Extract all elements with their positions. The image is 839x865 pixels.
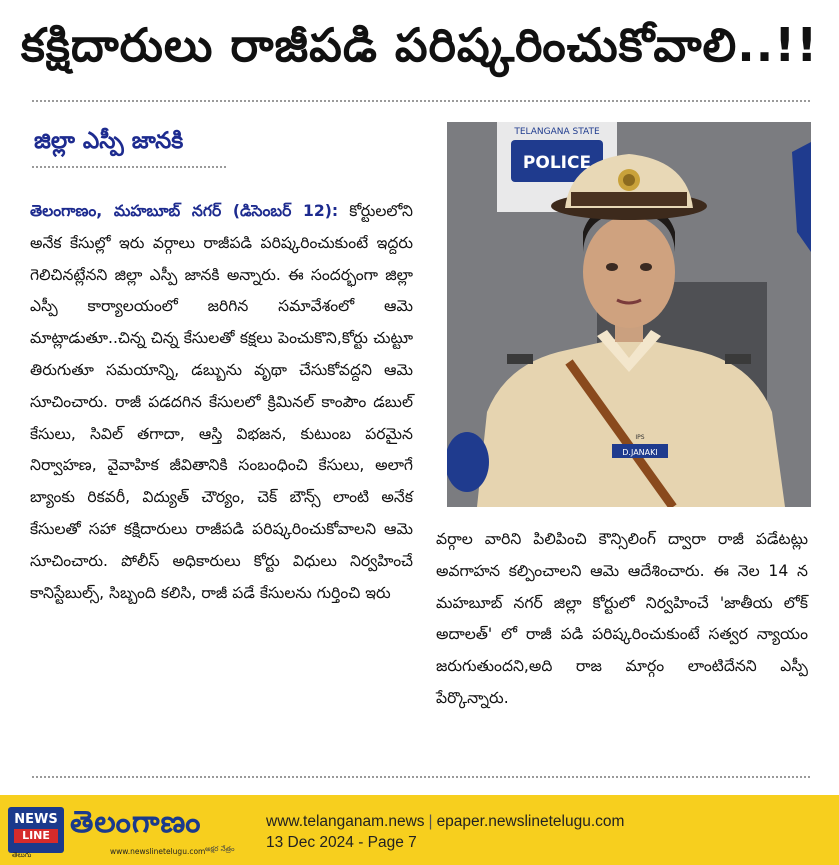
newsline-logo	[8, 807, 64, 853]
police-sign-line1: TELANGANA STATE	[514, 127, 600, 137]
logo-line-text: LINE	[14, 829, 58, 843]
logo-news-text: NEWS	[14, 812, 58, 827]
article-subhead: జిల్లా ఎస్పీ జానకి	[34, 128, 184, 154]
logo-subtitle: తెలుగు	[12, 851, 32, 859]
article-body-left: కోర్టులలోని అనేక కేసుల్లో ఇరు వర్గాలు రాజీపడి పరిష్కరించుకుంటే ఇద్దరు గెలిచినట్లేనని జిల్లా ఎస్పీ జానకి అన్నారు. ఈ సందర్భంగా జిల్లా ఎస్పీ కార్యాలయంలో జరిగిన సమావేశంలో ఆమె మాట్లాడుతూ..చిన్న చిన్న కేసులతో కక్షలు పెంచుకొని,కోర్టు చుట్టూ తిరుగుతూ సమయాన్ని, డబ్బును వృథా చేసుకోవద్దని ఆమె సూచించారు. రాజీ పడదగిన కేసులలో క్రిమినల్ కాంపౌం డబుల్ కేసులు, సివిల్ తగాదా, ఆస్తి విభజన, కుటుంబ పరమైన నిర్వాహణ, వైవాహిక జీవితానికి సంబంధించి కేసులు, అలాగే బ్యాంకు రికవరీ, విద్యుత్ చౌర్యం, చెక్ బౌన్స్ లాంటి అనేక కేసులతో సహా కక్షిదారులు రాజీపడి పరిష్కరించుకోవాలని ఆమె సూచించారు. పోలీస్ అధికారులు కోర్టు విధులు నిర్వహించే కానిస్టేబుల్స్, సిబ్బంది కలిసి, రాజీ పడే కేసులను గుర్తించి ఇరు	[30, 202, 413, 602]
subhead-divider	[32, 166, 226, 168]
footer-date-page: 13 Dec 2024 - Page 7	[266, 834, 417, 851]
footer-divider	[32, 776, 810, 778]
logo-tagline: అక్షర నేత్రం	[205, 845, 235, 853]
name-badge: D.JANAKI	[622, 448, 658, 457]
article-photo	[447, 122, 811, 507]
site-link[interactable]: www.telanganam.news	[266, 813, 425, 830]
article-column-left	[30, 196, 413, 609]
telanganam-logo: తెలంగాణం	[70, 805, 202, 840]
page-footer	[0, 795, 839, 865]
article-headline: కక్షిదారులు రాజీపడి పరిష్కరించుకోవాలి..!!	[20, 18, 819, 72]
police-sign-line2: POLICE	[522, 153, 592, 173]
officer-portrait-image	[447, 122, 811, 507]
article-body-right: వర్గాల వారిని పిలిపించి కౌన్సిలింగ్ ద్వారా రాజీ పడేటట్లు అవగాహన కల్పించాలని ఆమె ఆదేశించారు. ఈ నెల 14 న మహబూబ్ నగర్ జిల్లా కోర్టులో నిర్వహించే 'జాతీయ లోక్ అదాలత్' లో రాజీ పడి పరిష్కరించుకుంటే సత్వర న్యాయం జరుగుతుందని,అది రాజ మార్గం లాంటిదేనని ఎస్పీ పేర్కొన్నారు.	[436, 530, 808, 707]
logo-url: www.newslinetelugu.com	[110, 847, 206, 856]
footer-separator: |	[428, 813, 433, 830]
article-column-right	[436, 524, 808, 715]
footer-links	[266, 813, 624, 831]
badge-title: IPS	[635, 434, 645, 441]
epaper-link[interactable]: epaper.newslinetelugu.com	[436, 813, 625, 830]
headline-divider	[32, 100, 810, 102]
article-dateline: తెలంగాణం, మహబూబ్ నగర్ (డిసెంబర్ 12):	[30, 202, 339, 220]
